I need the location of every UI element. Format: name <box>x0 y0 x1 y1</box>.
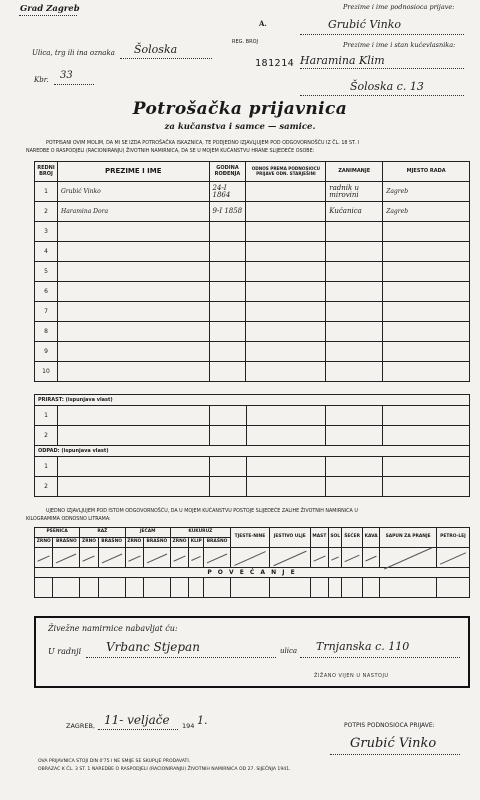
stock-cell <box>310 548 328 568</box>
cell-occupation: Kućanica <box>326 202 383 222</box>
stock-cell <box>362 548 379 568</box>
odpad-row-number: 1 <box>35 457 58 477</box>
cell-name <box>57 342 209 362</box>
cell-year <box>209 222 246 242</box>
cell-name <box>57 242 209 262</box>
cell-relation <box>246 202 326 222</box>
cell-occupation <box>326 262 383 282</box>
stock-cell <box>80 548 98 568</box>
intro-text-line-2: NAREDBE O RASPODJELI (RACIONIRANJU) ŽIVOTNIH NAMIRNICA, DA SE U MOJEM KUĆANSTVU HRANE SLIJEDEĆE OSOBE: <box>26 149 315 154</box>
cell-year <box>209 282 246 302</box>
stock-increase-cell <box>53 578 80 598</box>
stock-increase-cell <box>35 578 53 598</box>
stock-increase-cell <box>436 578 469 598</box>
regulation-note: OBRAZAC K ČL. 3 ST. 1 NAREDBE O RASPODJELI (RACIONIRANJU) ŽIVOTNIH NAMIRNICA OD 27. SIJEČNJA 1941. <box>38 767 291 772</box>
date-value: 11- veljače <box>104 713 170 727</box>
cell-year <box>209 262 246 282</box>
stock-item-header: MAST <box>310 528 328 548</box>
stock-cell <box>436 548 469 568</box>
stock-subheader: KLIP <box>189 538 204 548</box>
cell-name <box>57 282 209 302</box>
cell-workplace <box>383 262 470 282</box>
city-name: Grad Zagreb <box>20 4 80 14</box>
stock-item-header: ŠEĆER <box>342 528 363 548</box>
street-value: Šoloska <box>134 43 178 56</box>
cell-relation <box>246 282 326 302</box>
stock-group-header: PŠENICA <box>35 528 80 538</box>
stock-group-header: JEČAM <box>125 528 170 538</box>
cell-relation <box>246 182 326 202</box>
col-header-occupation: ZANIMANJE <box>326 162 383 182</box>
cell-name <box>57 322 209 342</box>
changes-table <box>34 394 470 497</box>
stock-subheader: BRAŠNO <box>53 538 80 548</box>
stock-increase-cell <box>189 578 204 598</box>
cell-workplace <box>383 302 470 322</box>
stock-cell <box>170 548 188 568</box>
stock-subheader: ZRNO <box>170 538 188 548</box>
stock-subheader: BRAŠNO <box>98 538 125 548</box>
cell-no: 3 <box>35 222 58 242</box>
shop-value: Vrbanc Stjepan <box>106 640 200 654</box>
col-header-name: PREZIME I IME <box>57 162 209 182</box>
price-note: OVA PRIJAVNICA STOJI DIN 0'75 I NE SMIJE SE SKUPLJE PRODAVATI. <box>38 759 191 764</box>
stock-item-header: SAPUN ZA PRANJE <box>380 528 437 548</box>
table-row <box>35 182 470 202</box>
stock-text-line-2: KILOGRAMIMA ODNOSNO LITRAMA: <box>26 517 111 522</box>
stock-subheader: BRAŠNO <box>144 538 171 548</box>
stock-increase-cell <box>230 578 269 598</box>
stock-increase-cell <box>170 578 188 598</box>
stock-cell <box>269 548 310 568</box>
form-subtitle: za kučanstva i samce — samice. <box>164 122 316 132</box>
table-row <box>35 222 470 242</box>
stock-cell <box>189 548 204 568</box>
cell-no: 2 <box>35 202 58 222</box>
host-value: Haramina Klim <box>300 54 385 67</box>
cell-relation <box>246 222 326 242</box>
cell-relation <box>246 322 326 342</box>
cell-name <box>57 262 209 282</box>
stock-item-header: KAVA <box>362 528 379 548</box>
stock-cell <box>380 548 437 568</box>
cell-relation <box>246 262 326 282</box>
supply-label: Živežne namirnice nabavljat ću: <box>48 624 178 633</box>
stock-cell <box>35 548 53 568</box>
table-row <box>35 202 470 222</box>
applicant-label: Prezime i ime podnosioca prijave: <box>343 3 455 11</box>
cell-year <box>209 362 246 382</box>
cell-occupation <box>326 222 383 242</box>
cell-relation <box>246 342 326 362</box>
house-number-value: 33 <box>60 70 73 81</box>
cell-workplace: Zagreb <box>383 202 470 222</box>
cell-occupation <box>326 282 383 302</box>
cell-year: 24-I 1864 <box>209 182 246 202</box>
increase-label: P O V E Ć A N J E <box>35 568 470 578</box>
year-prefix: 194 <box>182 722 195 730</box>
cell-name <box>57 302 209 322</box>
stock-cell <box>230 548 269 568</box>
stock-cell <box>329 548 342 568</box>
stock-increase-cell <box>125 578 143 598</box>
house-number-label: Kbr. <box>34 76 49 84</box>
cell-workplace <box>383 342 470 362</box>
stock-cell <box>125 548 143 568</box>
col-header-relation: ODNOS PREMA PODNOSIOCU PRIJAVE ODN. STARJEŠINI <box>246 162 326 182</box>
cell-year <box>209 322 246 342</box>
stock-increase-cell <box>342 578 363 598</box>
cell-occupation <box>326 322 383 342</box>
stock-subheader: ZRNO <box>80 538 98 548</box>
cell-year: 9-I 1858 <box>209 202 246 222</box>
prirast-row-number: 2 <box>35 426 58 446</box>
stock-subheader: BRAŠNO <box>204 538 231 548</box>
stock-cell <box>204 548 231 568</box>
stock-increase-cell <box>98 578 125 598</box>
stock-cell <box>53 548 80 568</box>
year-suffix: 1. <box>197 714 208 727</box>
intro-text-line-1: POTPISANI OVIM MOLIM, DA MI SE IZDA POTROŠAČKA ISKAZNICA, TE PODJEDNO IZJAVLJUJEM POD ODGOVORNOŠĆU IZ ČL. 18 ST. I <box>46 141 359 146</box>
stock-group-header: KUKURUZ <box>170 528 230 538</box>
stock-text-line-1: UJEDNO IZJAVLJUJEM POD ISTOM ODGOVORNOŠĆU, DA U MOJEM KUĆANSTVU POSTOJE SLIJEDEĆE ZALIHE ŽIVOTNIH NAMIRNICA U <box>46 509 358 514</box>
cell-year <box>209 242 246 262</box>
cell-occupation <box>326 302 383 322</box>
cell-relation <box>246 362 326 382</box>
stock-increase-cell <box>380 578 437 598</box>
cell-workplace <box>383 362 470 382</box>
stock-cell <box>144 548 171 568</box>
cell-name: Haramina Dora <box>57 202 209 222</box>
stock-table <box>34 527 470 598</box>
reg-number-label: REG. BROJ <box>232 39 259 45</box>
table-row <box>35 282 470 302</box>
host-label: Prezime i ime i stan kućevlasnika: <box>343 41 456 49</box>
table-row <box>35 342 470 362</box>
cell-no: 10 <box>35 362 58 382</box>
stock-item-header: TJESTE-NINE <box>230 528 269 548</box>
cell-occupation: radnik u mirovini <box>326 182 383 202</box>
stock-subheader: ZRNO <box>35 538 53 548</box>
odpad-label: ODPAD: (ispunjava vlast) <box>35 446 470 457</box>
signature-label: POTPIS PODNOSIOCA PRIJAVE: <box>344 722 435 729</box>
stock-increase-cell <box>204 578 231 598</box>
cell-no: 7 <box>35 302 58 322</box>
shop-stamp: ŽIŽANO VIJEN U NASTOJU <box>314 673 389 679</box>
col-header-year: GODINA ROĐENJA <box>209 162 246 182</box>
reg-number: 181214 <box>255 58 295 69</box>
cell-workplace <box>383 322 470 342</box>
place-label: ZAGREB, <box>66 722 95 730</box>
signature-value: Grubić Vinko <box>350 736 437 751</box>
cell-no: 1 <box>35 182 58 202</box>
cell-name: Grubić Vinko <box>57 182 209 202</box>
supply-street-label: ulica <box>280 647 298 655</box>
stock-increase-cell <box>362 578 379 598</box>
applicant-value: Grubić Vinko <box>328 18 401 31</box>
cell-no: 9 <box>35 342 58 362</box>
cell-no: 8 <box>35 322 58 342</box>
stock-group-header: RAŽ <box>80 528 125 538</box>
cell-name <box>57 222 209 242</box>
stock-subheader: ZRNO <box>125 538 143 548</box>
table-row <box>35 262 470 282</box>
col-header-workplace: MJESTO RADA <box>383 162 470 182</box>
cell-name <box>57 362 209 382</box>
cell-workplace <box>383 222 470 242</box>
odpad-row-number: 2 <box>35 477 58 497</box>
stock-increase-cell <box>310 578 328 598</box>
prirast-label: PRIRAST: (ispunjava vlast) <box>35 395 470 406</box>
stock-increase-cell <box>80 578 98 598</box>
stock-increase-cell <box>269 578 310 598</box>
stock-item-header: SOL <box>329 528 342 548</box>
cell-workplace <box>383 282 470 302</box>
cell-year <box>209 342 246 362</box>
form-title: Potrošačka prijavnica <box>132 99 348 119</box>
cell-relation <box>246 302 326 322</box>
prirast-row-number: 1 <box>35 406 58 426</box>
table-row <box>35 322 470 342</box>
cell-relation <box>246 242 326 262</box>
stock-cell <box>342 548 363 568</box>
cell-no: 4 <box>35 242 58 262</box>
stock-increase-cell <box>329 578 342 598</box>
table-row <box>35 242 470 262</box>
stock-item-header: PETRO-LEJ <box>436 528 469 548</box>
stock-cell <box>98 548 125 568</box>
supply-box <box>34 616 470 688</box>
host-address: Šoloska c. 13 <box>350 80 424 93</box>
cell-workplace <box>383 242 470 262</box>
series-letter: A. <box>259 19 267 28</box>
col-header-number: REDNI BROJ <box>35 162 58 182</box>
shop-label: U radnji <box>48 647 82 656</box>
cell-occupation <box>326 362 383 382</box>
street-label: Ulica, trg ili ina oznaka <box>32 49 115 57</box>
cell-year <box>209 302 246 322</box>
supply-street-value: Trnjanska c. 110 <box>316 640 410 653</box>
stock-item-header: JESTIVO ULJE <box>269 528 310 548</box>
persons-table <box>34 161 470 382</box>
cell-no: 6 <box>35 282 58 302</box>
stock-increase-cell <box>144 578 171 598</box>
cell-workplace: Zagreb <box>383 182 470 202</box>
cell-no: 5 <box>35 262 58 282</box>
table-row <box>35 302 470 322</box>
table-row <box>35 362 470 382</box>
cell-occupation <box>326 342 383 362</box>
cell-occupation <box>326 242 383 262</box>
